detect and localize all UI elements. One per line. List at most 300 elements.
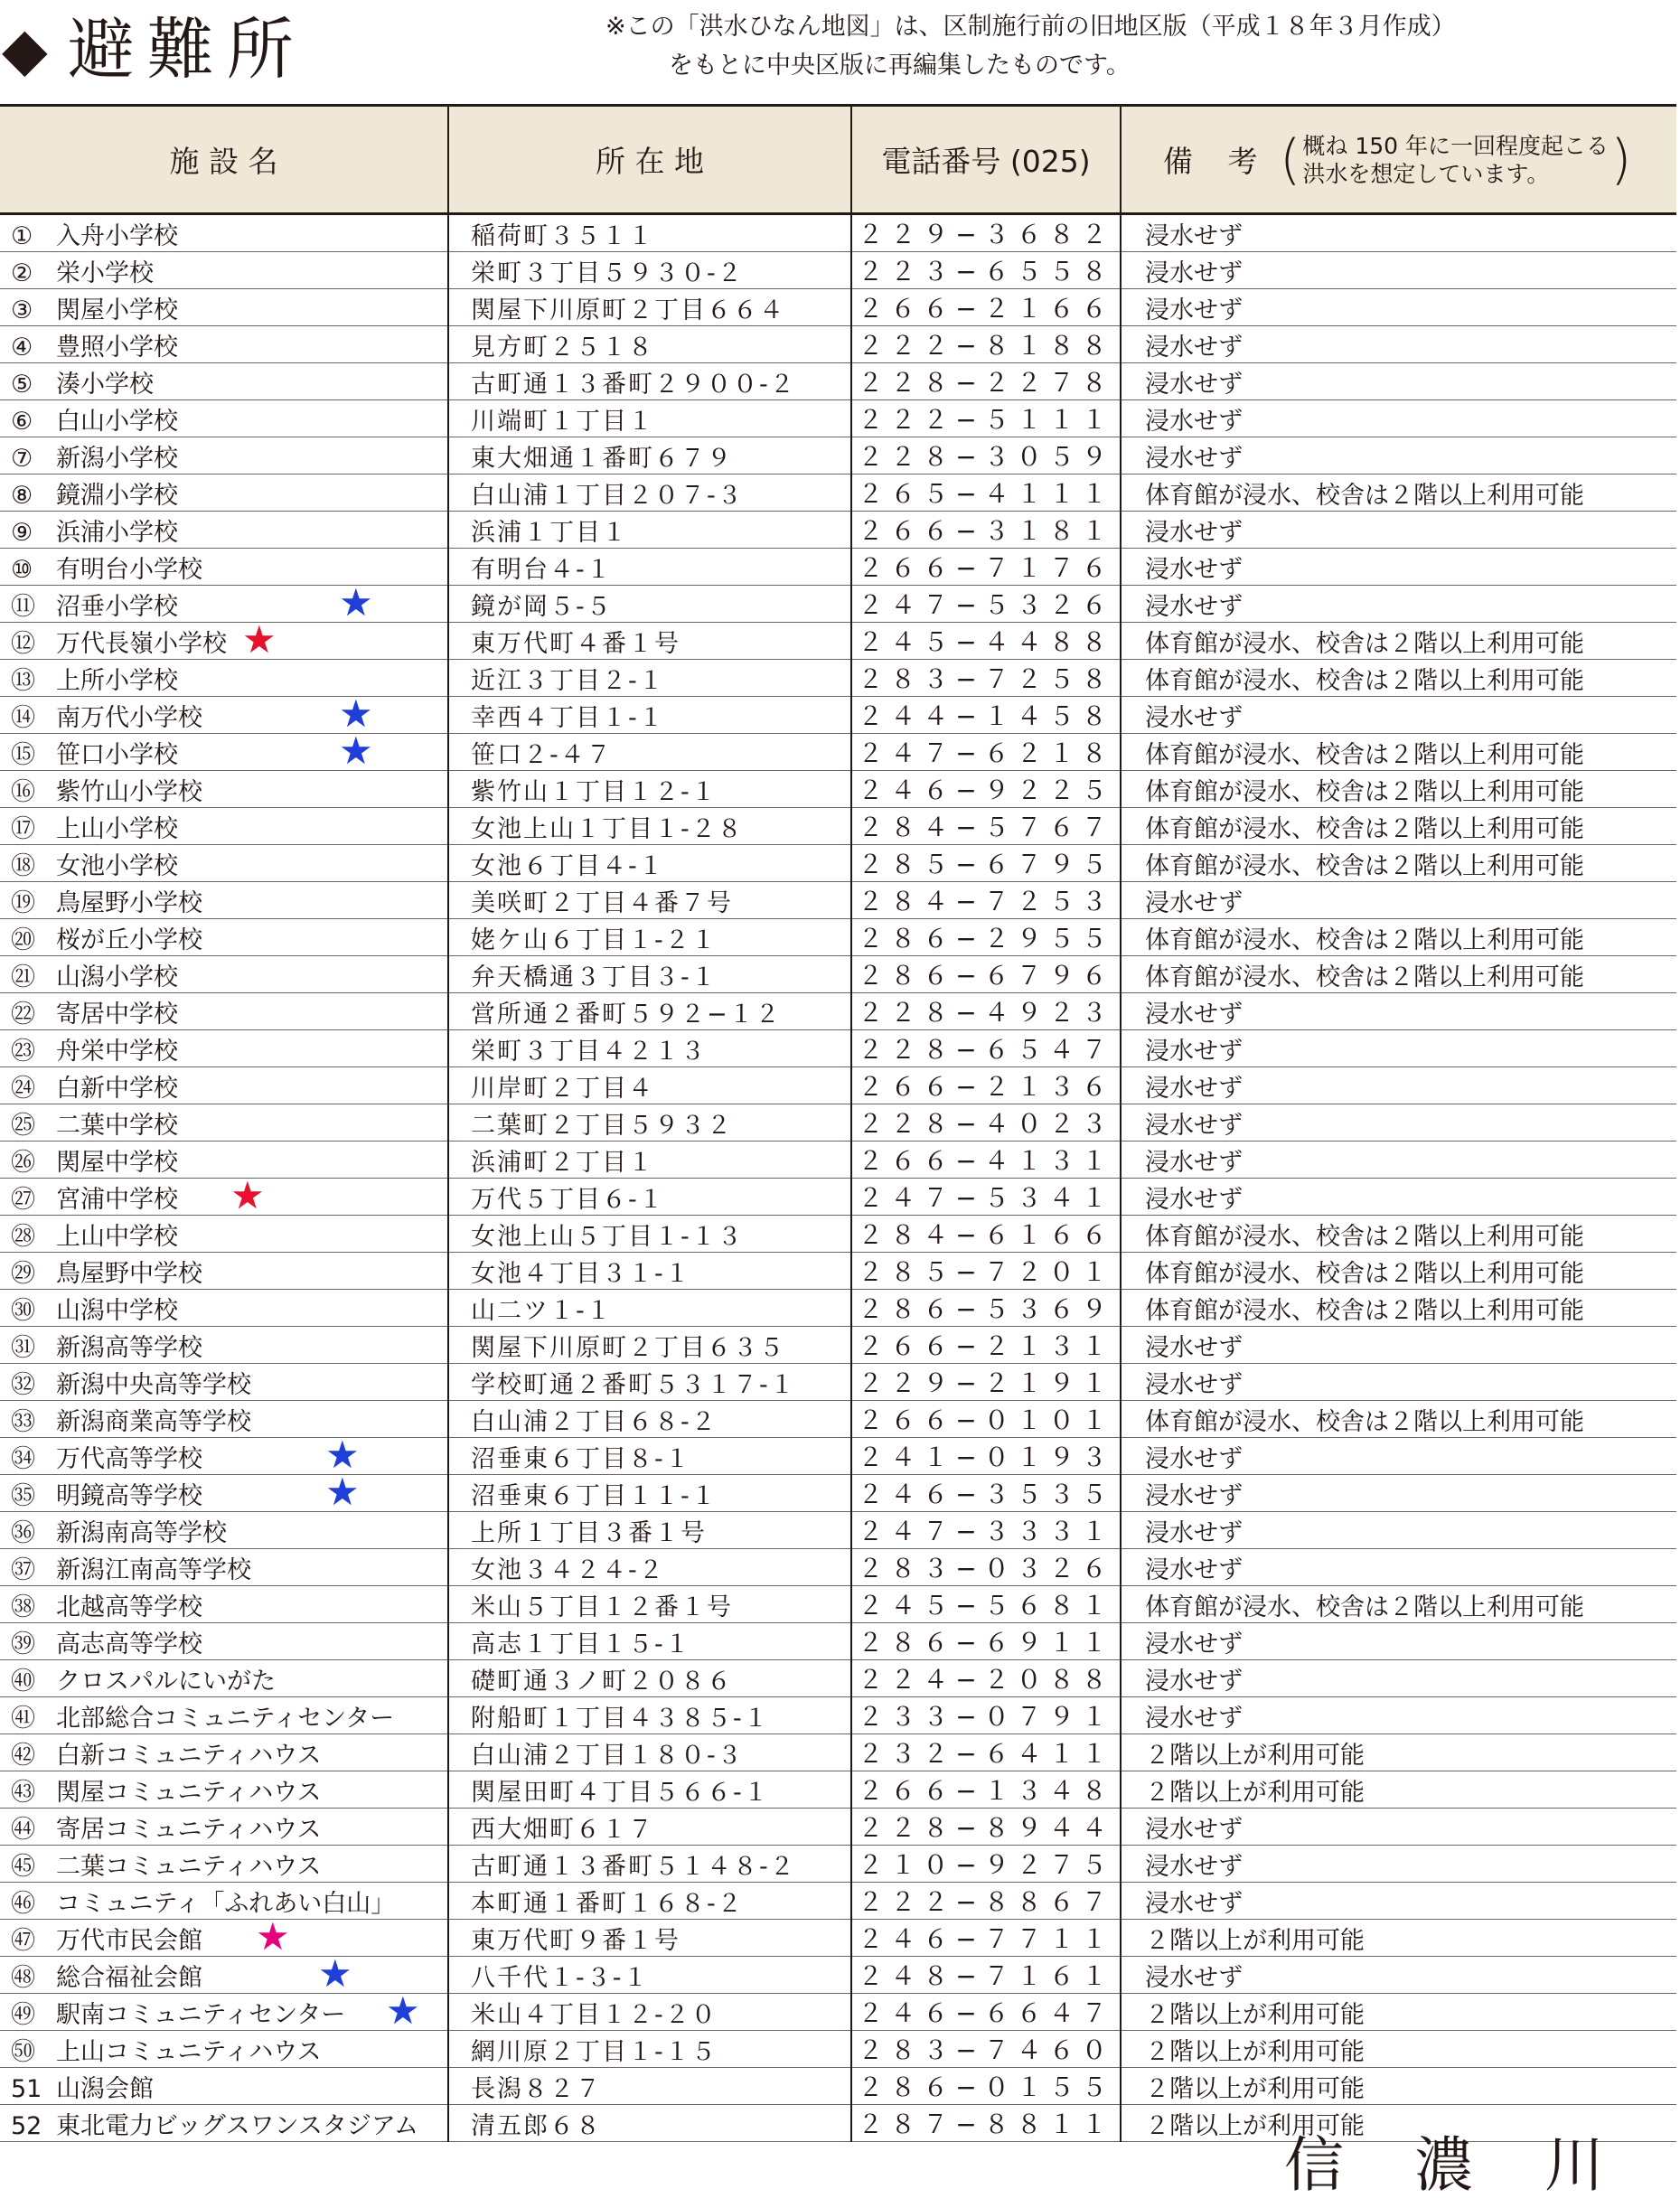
phone-cell: ２４７−３３３１	[851, 1512, 1121, 1549]
phone-cell: ２６５−４１１１	[851, 474, 1121, 512]
remarks-cell: 浸水せず	[1121, 1179, 1676, 1216]
facility-name: 浜浦小学校	[56, 518, 178, 547]
table-row	[0, 512, 1676, 549]
star-icon: ★	[339, 696, 373, 734]
facility-number: ㉓	[11, 1037, 35, 1066]
remarks-cell: 浸水せず	[1121, 1364, 1676, 1401]
address-cell: 米山４丁目１２-２０	[448, 1994, 851, 2031]
facility-name-cell	[0, 586, 448, 623]
address-cell: 白山浦２丁目６８-２	[448, 1401, 851, 1438]
facility-name: 舟栄中学校	[56, 1037, 178, 1066]
table-row	[0, 1512, 1676, 1549]
facility-name-cell	[0, 845, 448, 882]
facility-name-cell	[0, 1253, 448, 1290]
facility-name: 新潟商業高等学校	[56, 1407, 251, 1436]
facility-name: 寄居中学校	[56, 1000, 178, 1029]
phone-cell: ２６６−４１３１	[851, 1142, 1121, 1179]
phone-cell: ２４７−６２１８	[851, 734, 1121, 771]
table-row	[0, 1104, 1676, 1142]
facility-name: 新潟南高等学校	[56, 1518, 227, 1547]
facility-number: ⑰	[11, 814, 35, 843]
facility-number: ㉚	[11, 1296, 35, 1325]
remarks-cell: 体育館が浸水、校舎は２階以上利用可能	[1121, 771, 1676, 808]
edition-note-line2: をもとに中央区版に再編集したものです。	[669, 52, 1131, 80]
address-cell: 清五郎６８	[448, 2105, 851, 2142]
facility-name-cell	[0, 2068, 448, 2105]
facility-number: ㊸	[11, 1778, 35, 1807]
address-cell: 古町通１３番町２９００-２	[448, 363, 851, 400]
facility-name-cell	[0, 437, 448, 474]
facility-name: 湊小学校	[56, 370, 154, 399]
phone-cell: ２３２−６４１１	[851, 1734, 1121, 1771]
facility-number: 51	[11, 2074, 42, 2103]
facility-number: ⑭	[11, 703, 35, 732]
phone-cell: ２８６−６９１１	[851, 1623, 1121, 1660]
table-row	[0, 919, 1676, 956]
facility-name: コミュニティ「ふれあい白山」	[56, 1889, 396, 1918]
facility-name: 万代市民会館	[56, 1926, 202, 1955]
remarks-cell: 浸水せず	[1121, 1475, 1676, 1512]
star-icon: ★	[242, 622, 277, 660]
phone-cell: ２８３−７２５８	[851, 660, 1121, 697]
phone-cell: ２２２−８８６７	[851, 1883, 1121, 1920]
header-remarks-label: 備 考	[1163, 144, 1271, 179]
facility-number: ㉟	[11, 1481, 35, 1510]
table-row	[0, 1438, 1676, 1475]
remarks-cell: ２階以上が利用可能	[1121, 1920, 1676, 1957]
facility-name-cell	[0, 919, 448, 956]
remarks-cell: 浸水せず	[1121, 993, 1676, 1030]
facility-name-cell	[0, 1920, 448, 1957]
address-cell: 西大畑町６１７	[448, 1809, 851, 1846]
facility-name-cell	[0, 1660, 448, 1697]
facility-name-cell	[0, 771, 448, 808]
remarks-cell: 浸水せず	[1121, 882, 1676, 919]
facility-name-cell	[0, 1846, 448, 1883]
facility-name-cell	[0, 363, 448, 400]
facility-name: 関屋コミュニティハウス	[56, 1778, 322, 1807]
remarks-cell: 浸水せず	[1121, 1809, 1676, 1846]
facility-name: 新潟高等学校	[56, 1333, 202, 1362]
address-cell: 沼垂東６丁目８-１	[448, 1438, 851, 1475]
phone-cell: ２６６−２１３１	[851, 1327, 1121, 1364]
address-cell: 上所１丁目３番１号	[448, 1512, 851, 1549]
address-cell: 川岸町２丁目４	[448, 1067, 851, 1104]
facility-name: 有明台小学校	[56, 555, 202, 584]
facility-name-cell	[0, 326, 448, 363]
phone-cell: ２６６−２１３６	[851, 1067, 1121, 1104]
facility-name-cell	[0, 1549, 448, 1586]
facility-name-cell	[0, 1327, 448, 1364]
facility-number: ②	[11, 258, 33, 287]
phone-cell: ２２９−３６８２	[851, 214, 1121, 252]
facility-number: ③	[11, 296, 33, 324]
address-cell: 山二ツ１-１	[448, 1290, 851, 1327]
facility-name: 二葉中学校	[56, 1111, 178, 1140]
phone-cell: ２８４−７２５３	[851, 882, 1121, 919]
facility-number: ㉜	[11, 1370, 35, 1399]
facility-name: 笹口小学校	[56, 740, 178, 769]
address-cell: 営所通２番町５９２−１２	[448, 993, 851, 1030]
table-row	[0, 771, 1676, 808]
table-row	[0, 1883, 1676, 1920]
header-remarks-note-line2: 洪水を想定しています。	[1302, 160, 1550, 187]
facility-name: 白新コミュニティハウス	[56, 1741, 322, 1770]
facility-name: 女池小学校	[56, 851, 178, 880]
phone-cell: ２８５−７２０１	[851, 1253, 1121, 1290]
facility-name: 関屋中学校	[56, 1148, 178, 1177]
facility-name: 総合福祉会館	[56, 1963, 202, 1992]
address-cell: 女池６丁目４-１	[448, 845, 851, 882]
address-cell: 栄町３丁目５９３０-２	[448, 252, 851, 289]
table-row	[0, 808, 1676, 845]
facility-name: 宮浦中学校	[56, 1185, 178, 1214]
facility-number: ㉗	[11, 1185, 35, 1214]
facility-number: ㉝	[11, 1407, 35, 1436]
table-row	[0, 326, 1676, 363]
phone-cell: ２２８−８９４４	[851, 1809, 1121, 1846]
facility-number: ㊱	[11, 1518, 35, 1547]
address-cell: 二葉町２丁目５９３２	[448, 1104, 851, 1142]
address-cell: 栄町３丁目４２１３	[448, 1030, 851, 1067]
address-cell: 浜浦１丁目１	[448, 512, 851, 549]
table-row	[0, 1660, 1676, 1697]
facility-name-cell	[0, 2031, 448, 2068]
facility-number: ⑪	[11, 592, 35, 621]
facility-number: ⑳	[11, 925, 35, 954]
facility-name-cell	[0, 1883, 448, 1920]
phone-cell: ２４５−４４８８	[851, 623, 1121, 660]
facility-name-cell	[0, 1994, 448, 2031]
facility-number: ⑩	[11, 555, 33, 584]
table-row	[0, 1586, 1676, 1623]
phone-cell: ２４６−９２２５	[851, 771, 1121, 808]
phone-cell: ２８４−６１６６	[851, 1216, 1121, 1253]
header-facility-name: 施 設 名	[0, 107, 448, 214]
facility-name: 上山小学校	[56, 814, 178, 843]
facility-number: ㉔	[11, 1074, 35, 1103]
remarks-cell: 体育館が浸水、校舎は２階以上利用可能	[1121, 474, 1676, 512]
phone-cell: ２６６−７１７６	[851, 549, 1121, 586]
address-cell: 女池上山１丁目１-２８	[448, 808, 851, 845]
facility-name: 白新中学校	[56, 1074, 178, 1103]
close-paren-icon: )	[1610, 127, 1632, 192]
facility-name-cell	[0, 1364, 448, 1401]
phone-cell: ２３３−０７９１	[851, 1697, 1121, 1734]
facility-name: 上山中学校	[56, 1222, 178, 1251]
facility-name-cell	[0, 1216, 448, 1253]
address-cell: 姥ケ山６丁目１-２１	[448, 919, 851, 956]
facility-name: 鏡淵小学校	[56, 481, 178, 510]
table-row	[0, 1290, 1676, 1327]
header-address: 所 在 地	[448, 107, 851, 214]
address-cell: 東万代町９番１号	[448, 1920, 851, 1957]
address-cell: 本町通１番町１６８-２	[448, 1883, 851, 1920]
remarks-cell: 浸水せず	[1121, 1883, 1676, 1920]
phone-cell: ２８６−６７９６	[851, 956, 1121, 993]
facility-name: 南万代小学校	[56, 703, 202, 732]
table-row	[0, 289, 1676, 326]
star-icon: ★	[386, 1993, 420, 2031]
phone-cell: ２２８−６５４７	[851, 1030, 1121, 1067]
table-row	[0, 1401, 1676, 1438]
phone-cell: ２６６−３１８１	[851, 512, 1121, 549]
table-row	[0, 1364, 1676, 1401]
address-cell: 有明台４-１	[448, 549, 851, 586]
phone-cell: ２８３−７４６０	[851, 2031, 1121, 2068]
facility-name-cell	[0, 1512, 448, 1549]
remarks-cell: 体育館が浸水、校舎は２階以上利用可能	[1121, 1586, 1676, 1623]
facility-name-cell	[0, 512, 448, 549]
address-cell: 鏡が岡５-５	[448, 586, 851, 623]
facility-name-cell	[0, 2105, 448, 2142]
remarks-cell: 浸水せず	[1121, 1512, 1676, 1549]
facility-name-cell	[0, 252, 448, 289]
facility-number: ㊽	[11, 1963, 35, 1992]
facility-name-cell	[0, 1104, 448, 1142]
phone-cell: ２４８−７１６１	[851, 1957, 1121, 1994]
remarks-cell: ２階以上が利用可能	[1121, 2105, 1676, 2142]
address-cell: 網川原２丁目１-１５	[448, 2031, 851, 2068]
table-row	[0, 1994, 1676, 2031]
header-remarks-note-line1: 概ね 150 年に一回程度起こる	[1302, 132, 1610, 159]
phone-cell: ２２８−４０２３	[851, 1104, 1121, 1142]
table-row	[0, 1067, 1676, 1104]
remarks-cell: ２階以上が利用可能	[1121, 1771, 1676, 1809]
phone-cell: ２４６−３５３５	[851, 1475, 1121, 1512]
table-row	[0, 1809, 1676, 1846]
address-cell: 笹口２-４７	[448, 734, 851, 771]
table-row	[0, 1549, 1676, 1586]
facility-name: 高志高等学校	[56, 1630, 202, 1658]
table-row	[0, 363, 1676, 400]
table-row	[0, 2031, 1676, 2068]
table-row	[0, 697, 1676, 734]
address-cell: 女池４丁目３１-１	[448, 1253, 851, 1290]
address-cell: 女池３４２４-２	[448, 1549, 851, 1586]
remarks-cell: 体育館が浸水、校舎は２階以上利用可能	[1121, 808, 1676, 845]
address-cell: 関屋田町４丁目５６６-１	[448, 1771, 851, 1809]
facility-name-cell	[0, 1142, 448, 1179]
remarks-cell: 浸水せず	[1121, 1660, 1676, 1697]
facility-name-cell	[0, 956, 448, 993]
facility-name: 新潟江南高等学校	[56, 1555, 251, 1584]
facility-number: ㊶	[11, 1704, 35, 1733]
shelter-table	[0, 107, 1676, 2142]
edition-note	[605, 7, 1680, 85]
table-row	[0, 1846, 1676, 1883]
remarks-cell: 浸水せず	[1121, 697, 1676, 734]
table-row	[0, 437, 1676, 474]
star-icon: ★	[325, 1437, 360, 1475]
star-icon: ★	[256, 1919, 290, 1957]
remarks-cell: 浸水せず	[1121, 1030, 1676, 1067]
facility-number: ㉙	[11, 1259, 35, 1288]
facility-name: 沼垂小学校	[56, 592, 178, 621]
phone-cell: ２４５−５６８１	[851, 1586, 1121, 1623]
facility-name: 豊照小学校	[56, 333, 178, 362]
facility-number: ⑬	[11, 666, 35, 695]
table-row	[0, 660, 1676, 697]
facility-number: ㉖	[11, 1148, 35, 1177]
address-cell: 附船町１丁目４３８５-１	[448, 1697, 851, 1734]
phone-cell: ２６６−２１６６	[851, 289, 1121, 326]
address-cell: 白山浦２丁目１８０-３	[448, 1734, 851, 1771]
facility-number: ㉞	[11, 1444, 35, 1473]
river-label: 信濃川	[1284, 2130, 1675, 2200]
facility-name: 栄小学校	[56, 258, 154, 287]
address-cell: 学校町通２番町５３１７-１	[448, 1364, 851, 1401]
facility-number: ⑨	[11, 518, 33, 547]
phone-cell: ２８６−５３６９	[851, 1290, 1121, 1327]
facility-name: 関屋小学校	[56, 296, 178, 324]
table-row	[0, 1623, 1676, 1660]
phone-cell: ２４４−１４５８	[851, 697, 1121, 734]
address-cell: 米山５丁目１２番１号	[448, 1586, 851, 1623]
facility-name-cell	[0, 882, 448, 919]
phone-cell: ２２８−２２７８	[851, 363, 1121, 400]
remarks-cell: 体育館が浸水、校舎は２階以上利用可能	[1121, 734, 1676, 771]
phone-cell: ２２９−２１９１	[851, 1364, 1121, 1401]
table-row	[0, 1920, 1676, 1957]
facility-name: 万代長嶺小学校	[56, 629, 227, 658]
facility-name: 山潟中学校	[56, 1296, 178, 1325]
address-cell: 万代５丁目６-１	[448, 1179, 851, 1216]
remarks-cell: ２階以上が利用可能	[1121, 2068, 1676, 2105]
facility-number: ㉛	[11, 1333, 35, 1362]
table-row	[0, 474, 1676, 512]
table-row	[0, 1957, 1676, 1994]
table-row	[0, 1030, 1676, 1067]
facility-name: 入舟小学校	[56, 221, 178, 250]
address-cell: 美咲町２丁目４番７号	[448, 882, 851, 919]
table-row	[0, 549, 1676, 586]
star-icon: ★	[339, 585, 373, 623]
remarks-cell: 体育館が浸水、校舎は２階以上利用可能	[1121, 1216, 1676, 1253]
phone-cell: ２８６−２９５５	[851, 919, 1121, 956]
table-row	[0, 623, 1676, 660]
facility-number: ④	[11, 333, 33, 362]
phone-cell: ２２３−６５５８	[851, 252, 1121, 289]
remarks-cell: 浸水せず	[1121, 437, 1676, 474]
facility-name-cell	[0, 1586, 448, 1623]
facility-name: 北越高等学校	[56, 1593, 202, 1621]
facility-name: 紫竹山小学校	[56, 777, 202, 806]
remarks-cell: 体育館が浸水、校舎は２階以上利用可能	[1121, 623, 1676, 660]
facility-number: ⑤	[11, 370, 33, 399]
facility-name-cell	[0, 1438, 448, 1475]
facility-number: ㉕	[11, 1111, 35, 1140]
facility-number: ㊲	[11, 1555, 35, 1584]
remarks-cell: 体育館が浸水、校舎は２階以上利用可能	[1121, 956, 1676, 993]
facility-name-cell	[0, 660, 448, 697]
remarks-cell: 浸水せず	[1121, 512, 1676, 549]
facility-name-cell	[0, 474, 448, 512]
facility-name-cell	[0, 1290, 448, 1327]
facility-number: ㊿	[11, 2037, 35, 2066]
section-title	[0, 0, 306, 99]
facility-name-cell	[0, 1771, 448, 1809]
facility-name: 桜が丘小学校	[56, 925, 202, 954]
remarks-cell: 体育館が浸水、校舎は２階以上利用可能	[1121, 1401, 1676, 1438]
address-cell: 紫竹山１丁目１２-１	[448, 771, 851, 808]
remarks-cell: 浸水せず	[1121, 400, 1676, 437]
address-cell: 関屋下川原町２丁目６６４	[448, 289, 851, 326]
facility-name: 万代高等学校	[56, 1444, 202, 1473]
remarks-cell: 浸水せず	[1121, 363, 1676, 400]
facility-name: 東北電力ビッグスワンスタジアム	[56, 2111, 418, 2140]
table-row	[0, 2068, 1676, 2105]
facility-name-cell	[0, 1475, 448, 1512]
remarks-cell: 浸水せず	[1121, 1549, 1676, 1586]
star-icon: ★	[230, 1178, 265, 1216]
facility-name-cell	[0, 1809, 448, 1846]
phone-cell: ２４６−６６４７	[851, 1994, 1121, 2031]
facility-number: ㉑	[11, 963, 35, 991]
address-cell: 長潟８２７	[448, 2068, 851, 2105]
facility-name: 上山コミュニティハウス	[56, 2037, 322, 2066]
facility-number: ㊳	[11, 1593, 35, 1621]
facility-number: ①	[11, 221, 33, 250]
address-cell: 高志１丁目１５-１	[448, 1623, 851, 1660]
facility-name: 鳥屋野中学校	[56, 1259, 202, 1288]
address-cell: 東万代町４番１号	[448, 623, 851, 660]
table-row	[0, 956, 1676, 993]
facility-name-cell	[0, 697, 448, 734]
facility-name: 明鏡高等学校	[56, 1481, 202, 1510]
phone-cell: ２６６−０１０１	[851, 1401, 1121, 1438]
address-cell: 弁天橋通３丁目３-１	[448, 956, 851, 993]
phone-cell: ２４１−０１９３	[851, 1438, 1121, 1475]
phone-cell: ２８３−０３２６	[851, 1549, 1121, 1586]
table-row	[0, 1697, 1676, 1734]
phone-cell: ２６６−１３４８	[851, 1771, 1121, 1809]
facility-name-cell	[0, 1030, 448, 1067]
table-row	[0, 586, 1676, 623]
remarks-cell: 浸水せず	[1121, 1957, 1676, 1994]
facility-number: ㊺	[11, 1852, 35, 1881]
remarks-cell: 浸水せず	[1121, 289, 1676, 326]
remarks-cell: 浸水せず	[1121, 586, 1676, 623]
phone-cell: ２８４−５７６７	[851, 808, 1121, 845]
facility-name-cell	[0, 400, 448, 437]
facility-name-cell	[0, 549, 448, 586]
facility-number: ㉒	[11, 1000, 35, 1029]
facility-name: 山潟小学校	[56, 963, 178, 991]
facility-number: ㉘	[11, 1222, 35, 1251]
remarks-cell: ２階以上が利用可能	[1121, 2031, 1676, 2068]
facility-number: ㊷	[11, 1741, 35, 1770]
facility-number: ⑲	[11, 888, 35, 917]
address-cell: 川端町１丁目１	[448, 400, 851, 437]
facility-number: ⑫	[11, 629, 35, 658]
remarks-cell: 体育館が浸水、校舎は２階以上利用可能	[1121, 845, 1676, 882]
address-cell: 見方町２５１８	[448, 326, 851, 363]
table-row	[0, 252, 1676, 289]
facility-name: 新潟中央高等学校	[56, 1370, 251, 1399]
facility-number: ㊻	[11, 1889, 35, 1918]
phone-cell: ２１０−９２７５	[851, 1846, 1121, 1883]
table-row	[0, 734, 1676, 771]
header-remarks-note	[1302, 132, 1609, 188]
address-cell: 幸西４丁目１-１	[448, 697, 851, 734]
facility-name-cell	[0, 993, 448, 1030]
diamond-icon: ◆	[2, 14, 48, 84]
facility-number: ⑧	[11, 481, 33, 510]
facility-name-cell	[0, 289, 448, 326]
remarks-cell: 浸水せず	[1121, 1104, 1676, 1142]
remarks-cell: 浸水せず	[1121, 1623, 1676, 1660]
